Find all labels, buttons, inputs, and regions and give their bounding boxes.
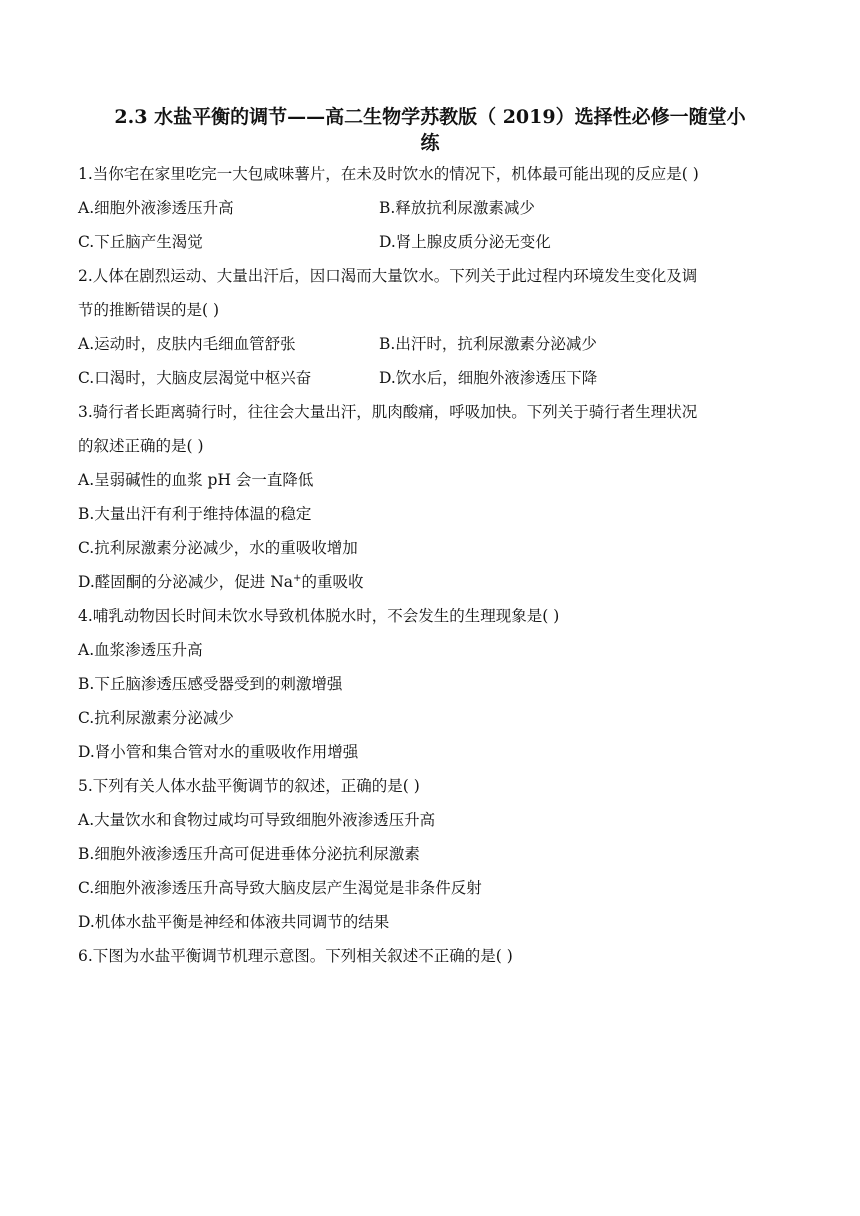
question-3-option-a: A.呈弱碱性的血浆 pH 会一直降低 — [78, 471, 314, 489]
question-1-option-a: A.细胞外液渗透压升高 — [78, 199, 234, 217]
question-1-option-c: C.下丘脑产生渴觉 — [78, 233, 203, 251]
title-line-2: 练 — [420, 132, 440, 154]
question-1-options-row-2 — [78, 225, 778, 259]
question-2-option-d: D.饮水后，细胞外液渗透压下降 — [379, 369, 598, 387]
question-4-option-d: D.肾小管和集合管对水的重吸收作用增强 — [78, 743, 359, 761]
question-3-option-d-text: D.醛固酮的分泌减少，促进 Na — [78, 573, 294, 591]
question-5-option-d: D.机体水盐平衡是神经和体液共同调节的结果 — [78, 913, 390, 931]
question-4-stem: 4.哺乳动物因长时间未饮水导致机体脱水时，不会发生的生理现象是( ) — [78, 607, 560, 625]
question-3-stem-line-1: 3.骑行者长距离骑行时，往往会大量出汗，肌肉酸痛，呼吸加快。下列关于骑行者生理状况 — [78, 403, 698, 421]
question-2-option-a: A.运动时，皮肤内毛细血管舒张 — [78, 335, 296, 353]
question-3-option-d — [78, 565, 778, 599]
question-2-options-row-2 — [78, 361, 778, 395]
question-3-option-d-text-end: 的重吸收 — [301, 573, 364, 591]
question-5-option-c: C.细胞外液渗透压升高导致大脑皮层产生渴觉是非条件反射 — [78, 879, 482, 897]
question-4-option-b: B.下丘脑渗透压感受器受到的刺激增强 — [78, 675, 343, 693]
question-1-option-b: B.释放抗利尿激素减少 — [379, 199, 535, 217]
question-3-option-b: B.大量出汗有利于维持体温的稳定 — [78, 505, 312, 523]
title-line-1: 2.3 水盐平衡的调节——高二生物学苏教版（ 2019）选择性必修一随堂小 — [114, 106, 746, 128]
question-5-option-b: B.细胞外液渗透压升高可促进垂体分泌抗利尿激素 — [78, 845, 420, 863]
question-2-stem-line-2: 节的推断错误的是( ) — [78, 301, 220, 319]
question-1-option-d: D.肾上腺皮质分泌无变化 — [379, 233, 551, 251]
question-1-stem: 1.当你宅在家里吃完一大包咸味薯片，在未及时饮水的情况下，机体最可能出现的反应是( ) — [78, 165, 699, 183]
question-2-option-b: B.出汗时，抗利尿激素分泌减少 — [379, 335, 597, 353]
question-4-option-a: A.血浆渗透压升高 — [78, 641, 203, 659]
question-2-option-c: C.口渴时，大脑皮层渴觉中枢兴奋 — [78, 369, 312, 387]
question-3-stem-line-2: 的叙述正确的是( ) — [78, 437, 204, 455]
question-5-option-a: A.大量饮水和食物过咸均可导致细胞外液渗透压升高 — [78, 811, 436, 829]
question-6-stem: 6.下图为水盐平衡调节机理示意图。下列相关叙述不正确的是( ) — [78, 947, 513, 965]
question-4-option-c: C.抗利尿激素分泌减少 — [78, 709, 234, 727]
question-5-stem: 5.下列有关人体水盐平衡调节的叙述，正确的是( ) — [78, 777, 420, 795]
question-1-options-row-1 — [78, 191, 778, 225]
question-3-option-c: C.抗利尿激素分泌减少，水的重吸收增加 — [78, 539, 358, 557]
question-2-stem-line-1: 2.人体在剧烈运动、大量出汗后，因口渴而大量饮水。下列关于此过程内环境发生变化及调 — [78, 267, 698, 285]
document-title — [80, 104, 780, 156]
sodium-ion-charge: + — [293, 572, 302, 584]
question-2-options-row-1 — [78, 327, 778, 361]
question-list — [78, 157, 778, 973]
